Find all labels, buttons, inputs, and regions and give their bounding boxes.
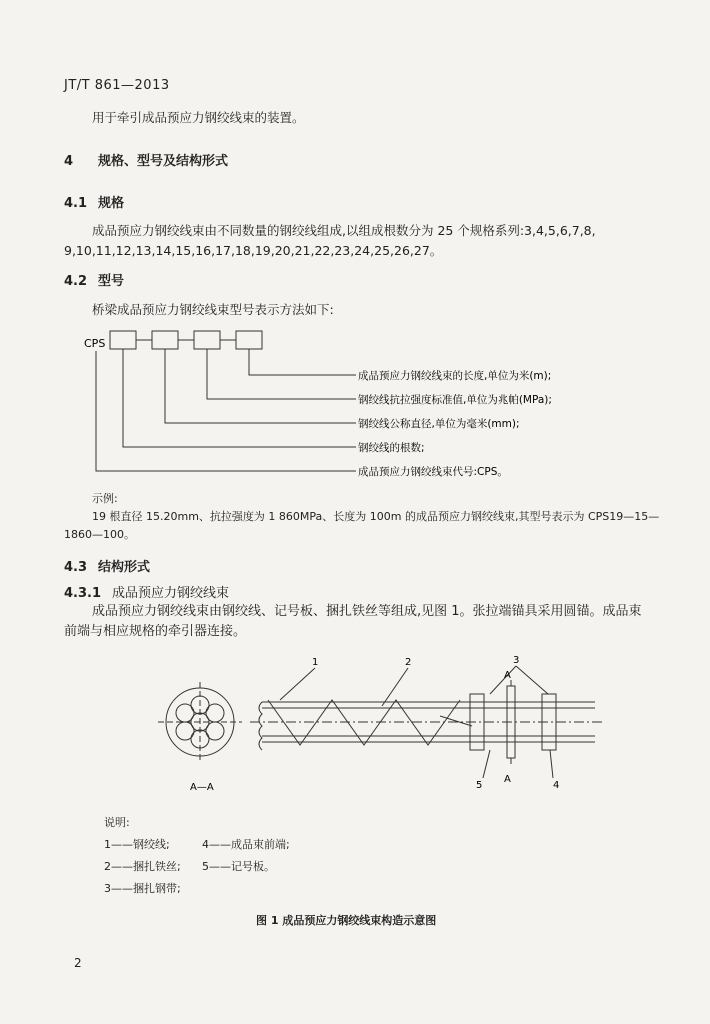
section-number: 4 (64, 154, 74, 169)
section-number: 4.3 (64, 560, 88, 575)
example-line-1: 19 根直径 15.20mm、抗拉强度为 1 860MPa、长度为 100m 的成品预应力钢绞线束,其型号表示为 CPS19—15— (92, 510, 660, 523)
code-box-strength (194, 331, 220, 349)
section-number: 4.3.1 (64, 586, 102, 601)
section-mark-top: A (504, 670, 511, 681)
figure-note-1-right: 4——成品束前端; (202, 838, 290, 851)
figure-notes-title: 说明: (104, 816, 130, 829)
section-4-3-heading (64, 556, 150, 575)
figure-1-drawing (150, 650, 610, 800)
section-title: 规格 (98, 196, 125, 211)
section-4-3-1-heading (64, 582, 229, 601)
section-title: 成品预应力钢绞线束 (112, 586, 230, 601)
example-title: 示例: (92, 492, 118, 505)
section-title: 结构形式 (98, 560, 151, 575)
callout-5: 5 (476, 780, 483, 791)
label-diameter: 钢绞线公称直径,单位为毫米(mm); (358, 418, 520, 430)
callout-3: 3 (513, 655, 520, 666)
cross-section (158, 682, 242, 762)
standard-number: JT/T 861—2013 (64, 78, 170, 93)
structure-paragraph-line-2: 前端与相应规格的牵引器连接。 (64, 624, 247, 639)
section-mark-bottom: A (504, 774, 511, 785)
section-title: 型号 (98, 274, 125, 289)
code-box-length (236, 331, 262, 349)
label-count: 钢绞线的根数; (358, 442, 425, 454)
section-4-heading (64, 150, 228, 169)
spec-paragraph-line-1: 成品预应力钢绞线束由不同数量的钢绞线组成,以组成根数分为 25 个规格系列:3,4,5,6,7,8, (92, 223, 596, 238)
figure-1-caption: 图 1 成品预应力钢绞线束构造示意图 (256, 914, 437, 927)
structure-paragraph-line-1: 成品预应力钢绞线束由钢绞线、记号板、捆扎铁丝等组成,见图 1。张拉端锚具采用圆锚。成品束 (92, 604, 642, 619)
label-code: 成品预应力钢绞线束代号:CPS。 (358, 466, 508, 478)
code-prefix: CPS (84, 337, 106, 350)
section-title: 规格、型号及结构形式 (98, 154, 229, 169)
spec-paragraph-line-2: 9,10,11,12,13,14,15,16,17,18,19,20,21,22,23,24,25,26,27。 (64, 243, 443, 258)
section-4-1-heading (64, 192, 124, 211)
callout-2: 2 (405, 657, 412, 668)
section-label: A—A (190, 782, 214, 793)
label-strength: 钢绞线抗拉强度标准值,单位为兆帕(MPa); (358, 394, 552, 406)
figure-note-1-left: 1——钢绞线; (104, 838, 170, 851)
code-box-diameter (152, 331, 178, 349)
callout-4: 4 (553, 780, 560, 791)
intro-line: 用于牵引成品预应力钢绞线束的装置。 (92, 110, 305, 125)
example-line-2: 1860—100。 (64, 528, 135, 541)
bundle-side-view (250, 666, 605, 778)
section-number: 4.1 (64, 196, 88, 211)
figure-note-2-left: 2——捆扎铁丝; (104, 860, 181, 873)
section-number: 4.2 (64, 274, 88, 289)
page-number: 2 (74, 956, 82, 970)
section-4-2-heading (64, 270, 124, 289)
model-code-diagram (60, 325, 660, 485)
model-paragraph: 桥梁成品预应力钢绞线束型号表示方法如下: (92, 302, 334, 317)
label-length: 成品预应力钢绞线束的长度,单位为米(m); (358, 370, 552, 382)
callout-1: 1 (312, 657, 319, 668)
code-box-count (110, 331, 136, 349)
figure-note-3-left: 3——捆扎钢带; (104, 882, 181, 895)
figure-note-2-right: 5——记号板。 (202, 860, 275, 873)
